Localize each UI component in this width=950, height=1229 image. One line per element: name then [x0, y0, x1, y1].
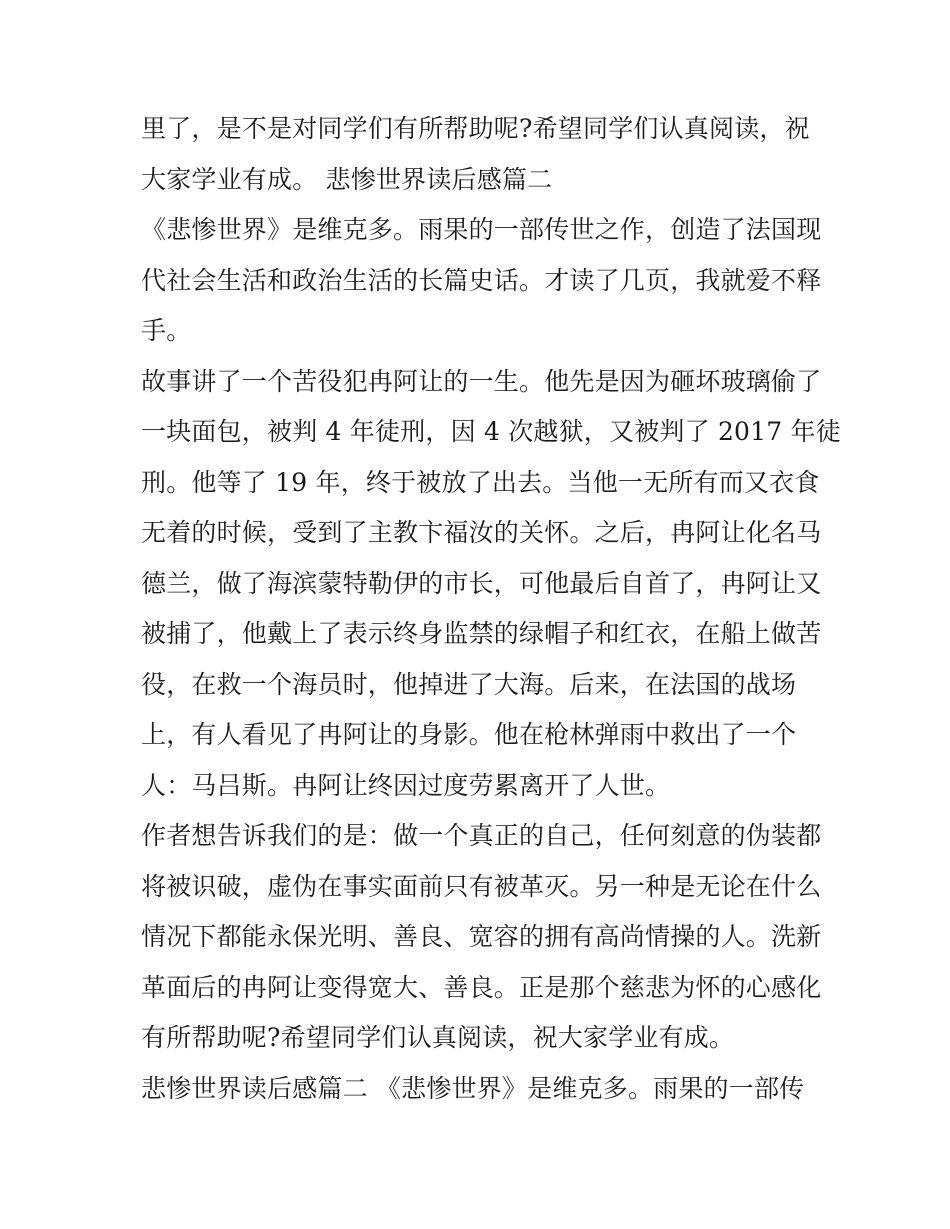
text-line: 革面后的冉阿让变得宽大、善良。正是那个慈悲为怀的心感化 [141, 972, 822, 1002]
text-line: 役，在救一个海员时，他掉进了大海。后来，在法国的战场 [141, 669, 797, 699]
text-line: 大家学业有成。 悲惨世界读后感篇二 [141, 164, 553, 194]
body-text [141, 104, 841, 1114]
text-line: 手。 [141, 316, 192, 345]
text-line: 德兰，做了海滨蒙特勒伊的市长，可他最后自首了，冉阿让又 [141, 568, 822, 598]
text-line: 一块面包，被判 4 年徒刑，因 4 次越狱，又被判了 2017 年徒 [141, 417, 841, 446]
text-line: 代社会生活和政治生活的长篇史话。才读了几页，我就爱不释 [141, 265, 822, 295]
text-line: 有所帮助呢?希望同学们认真阅读，祝大家学业有成。 [141, 1023, 735, 1052]
text-line: 刑。他等了 19 年，终于被放了出去。当他一无所有而又衣食 [141, 467, 820, 497]
text-line: 《悲惨世界》是维克多。雨果的一部传世之作，创造了法国现 [141, 215, 822, 244]
text-line: 人：马吕斯。冉阿让终因过度劳累离开了人世。 [141, 770, 671, 800]
text-line: 里了，是不是对同学们有所帮助呢?希望同学们认真阅读，祝 [141, 114, 810, 143]
text-line: 将被识破，虚伪在事实面前只有被革灭。另一种是无论在什么 [141, 871, 822, 901]
text-line: 上，有人看见了冉阿让的身影。他在枪林弹雨中救出了一个 [141, 720, 797, 749]
text-line: 无着的时候，受到了主教卞福汝的关怀。之后，冉阿让化名马 [141, 518, 822, 547]
text-line: 被捕了，他戴上了表示终身监禁的绿帽子和红衣，在船上做苦 [141, 619, 822, 648]
text-line: 情况下都能永保光明、善良、宽容的拥有高尚情操的人。洗新 [141, 922, 822, 951]
text-line: 作者想告诉我们的是：做一个真正的自己，任何刻意的伪装都 [141, 821, 822, 850]
text-line: 悲惨世界读后感篇二 《悲惨世界》是维克多。雨果的一部传 [141, 1073, 805, 1103]
text-line: 故事讲了一个苦役犯冉阿让的一生。他先是因为砸坏玻璃偷了 [141, 366, 822, 396]
